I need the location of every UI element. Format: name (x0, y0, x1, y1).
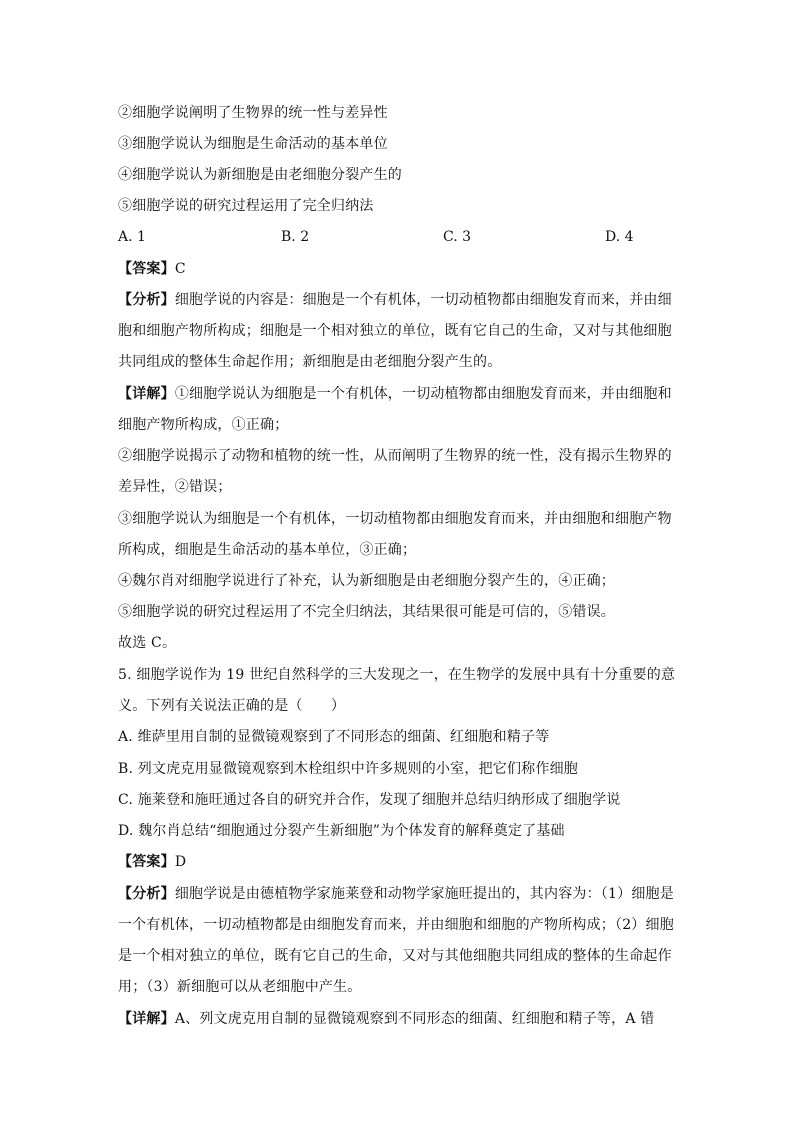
q5-option-b: B. 列文虎克用显微镜观察到木栓组织中许多规则的小室，把它们称作细胞 (118, 761, 578, 777)
q4-statement-5: ⑤细胞学说的研究过程运用了完全归纳法 (118, 198, 374, 214)
q4-option-b: B. 2 (281, 229, 310, 245)
q5-answer (118, 853, 678, 871)
q4-statement-2: ②细胞学说阐明了生物界的统一性与差异性 (118, 105, 388, 121)
q4-detail-conclusion: 故选 C。 (118, 635, 177, 651)
q4-detail-line-5: ③细胞学说认为细胞是一个有机体，一切动植物都由细胞发育而来，并由细胞和细胞产物 (118, 511, 672, 527)
answer-value: C (174, 261, 186, 277)
detail-label: 【详解】 (118, 386, 175, 402)
q4-detail-line-2: 细胞产物所构成，①正确； (118, 417, 289, 433)
analysis-label: 【分析】 (118, 886, 175, 902)
q4-analysis-line-1: 【分析】细胞学说的内容是：细胞是一个有机体，一切动植物都由细胞发育而来，并由细 (118, 292, 672, 308)
q5-analysis-line-1: 【分析】细胞学说是由德植物学家施莱登和动物学家施旺提出的，其内容为：（1）细胞是 (118, 886, 674, 902)
q4-detail-line-7: ④魏尔肖对细胞学说进行了补充，认为新细胞是由老细胞分裂产生的，④正确； (118, 573, 615, 589)
q5-stem-line-2: 义。下列有关说法正确的是（ ） (118, 698, 346, 714)
q4-answer (118, 260, 678, 278)
q5-option-d: D. 魏尔肖总结“细胞通过分裂产生新细胞”为个体发育的解释奠定了基础 (118, 823, 565, 839)
answer-label: 【答案】 (118, 854, 175, 870)
q5-option-a: A. 维萨里用自制的显微镜观察到了不同形态的细菌、红细胞和精子等 (118, 729, 550, 745)
q4-detail-line-1: 【详解】①细胞学说认为细胞是一个有机体，一切动植物都由细胞发育而来，并由细胞和 (118, 386, 672, 402)
q4-detail-line-3: ②细胞学说揭示了动物和植物的统一性，从而阐明了生物界的统一性，没有揭示生物界的 (118, 448, 672, 464)
q4-analysis-line-2: 胞和细胞产物所构成；细胞是一个相对独立的单位，既有它自己的生命，又对与其他细胞 (118, 323, 672, 339)
q5-analysis-line-3: 是一个相对独立的单位，既有它自己的生命，又对与其他细胞共同组成的整体的生命起作 (118, 948, 672, 964)
answer-value: D (174, 854, 187, 870)
q4-option-c: C. 3 (443, 229, 472, 245)
q5-stem-line-1: 5. 细胞学说作为 19 世纪自然科学的三大发现之一，在生物学的发展中具有十分重要的意 (118, 667, 676, 683)
q4-option-a: A. 1 (118, 229, 146, 245)
q5-option-c: C. 施莱登和施旺通过各自的研究并合作，发现了细胞并总结归纳形成了细胞学说 (118, 792, 621, 808)
q4-option-d: D. 4 (605, 229, 634, 245)
analysis-label: 【分析】 (118, 292, 175, 308)
q5-analysis-line-4: 用；（3）新细胞可以从老细胞中产生。 (118, 979, 362, 995)
q4-analysis-line-3: 共同组成的整体生命起作用；新细胞是由老细胞分裂产生的。 (118, 354, 502, 370)
q4-detail-line-6: 所构成，细胞是生命活动的基本单位，③正确； (118, 542, 417, 558)
q4-statement-4: ④细胞学说认为新细胞是由老细胞分裂产生的 (118, 167, 402, 183)
q4-detail-line-8: ⑤细胞学说的研究过程运用了不完全归纳法，其结果很可能是可信的，⑤错误。 (118, 604, 615, 620)
q4-statement-3: ③细胞学说认为细胞是生命活动的基本单位 (118, 136, 388, 152)
q4-detail-line-4: 差异性，②错误； (118, 479, 232, 495)
q5-analysis-line-2: 一个有机体，一切动植物都是由细胞发育而来，并由细胞和细胞的产物所构成；（2）细胞 (118, 917, 674, 933)
answer-label: 【答案】 (118, 261, 175, 277)
detail-label: 【详解】 (118, 1011, 175, 1027)
q5-detail-line-1: 【详解】A、列文虎克用自制的显微镜观察到不同形态的细菌、红细胞和精子等，A 错 (118, 1011, 655, 1027)
